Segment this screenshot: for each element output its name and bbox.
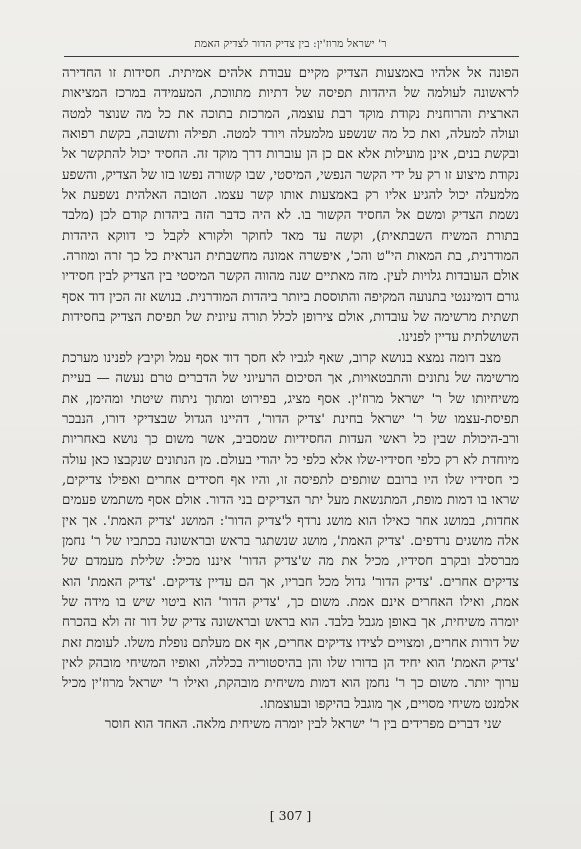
- header-rule: [64, 56, 519, 57]
- body-text: [62, 64, 519, 735]
- paragraph-2: מצב דומה נמצא בנושא קרוב, שאף לגביו לא חסך דוד אסף עמל וקיבץ לפנינו מערכת מרשימה של נתונים והתבטאויות, אך הסיכום הרעיוני של הדברים טרם נעשה — בעיית משיחיותו של ר' ישראל מרוז'ין. אסף מציג, בפירוט ומתוך ניתוח שיטתי ומהימן, את תפיסת-עצמו של ר' ישראל בחינת 'צדיק הדור', דהיינו הגדול שבצדיקי דורו, הנבכר ורב-היכולת שבין כל ראשי העדות החסידיות שמסביב, אשר משום כך נושא באחריות מיוחדת לא רק כלפי חסידיו-שלו אלא כלפי כל יהודי בעולם. מן הנתונים שנקבצו כאן עולה כי חסידיו שלו היו ברובם שותפים לתפיסה זו, והיו אף חסידים אחרים ואפילו צדיקים, שראו בו דמות מופת, המתנשאת מעל יתר הצדיקים בני הדור. אולם אסף משתמש פעמים אחדות, במושג אחר כאילו הוא מושג נרדף ל'צדיק הדור': המושג 'צדיק האמת'. אך אין אלה מושגים נרדפים. 'צדיק האמת', מושג שנשתגר בראש ובראשונה בכתביו של ר' נחמן מברסלב ובקרב חסידיו, מכיל את מה ש'צדיק הדור' איננו מכיל: שלילת מעמדם של צדיקים אחרים. 'צדיק הדור' גדול מכל חבריו, אך הם עדיין צדיקים. 'צדיק האמת' הוא אמת, ואילו האחרים אינם אמת. משום כך, 'צדיק הדור' הוא ביטוי שיש בו מידה של יומרה משיחית, אך באופן מגבל בלבד. הוא בראש ובראשונה צדיק של דור זה ולא בהכרח של דורות אחרים, ומצויים לצידו צדיקים אחרים, אף אם מעלתם נופלת משלו. לעומת זאת 'צדיק האמת' הוא יחיד הן בדורו שלו והן בהיסטוריה בכללה, ואופיו המשיחי מובהק לאין ערוך יותר. משום כך ר' נחמן הוא דמות משיחית מובהקת, ואילו ר' ישראל מרוז'ין מכיל אלמנט משיחי מסויים, אך מוגבל בהיקפו ובעוצמתו.: [62, 350, 519, 712]
- paragraph-1: הפונה אל אלהיו באמצעות הצדיק מקיים עבודת אלהים אמיתית. חסידות זו החדירה לראשונה לעולמה של היהדות תפיסה של דתיות מתווכת, המעמידה במרכז המציאות הארצית והרוחנית נקודת מוקד רבת עוצמה, המרכזת בתוכה את כל מה שנוצר למטה ועולה למעלה, ואת כל מה שנשפע מלמעלה ויורד למטה. תפילה ותשובה, בקשת רפואה ובקשת בנים, אינן מועילות אלא אם כן הן עוברות דרך מוקד זה. החסיד יכול להתקשר אל נקודת מיצוע זו רק על ידי הקשר הנפשי, המיסטי, שבו קשורה נפשו בזו של הצדיק, והשפע מלמעלה יכול להגיע אליו רק באמצעות אותו קשר עצמו. הטובה האלהית נשפעת אל נשמת הצדיק ומשם אל החסיד הקשור בו. לא היה כדבר הזה ביהדות קודם לכן (מלבד בתורת המשיח השבתאית), וקשה עד מאד לחוקר ולקורא לקבל כי דווקא היהדות המודרנית, בת המאות הי"ט והכ', איפשרה אמונה מחשבתית הנראית כל כך זרה ומוזרה. אולם העובדות גלויות לעין. מזה מאתיים שנה מהווה הקשר המיסטי בין הצדיק לבין חסידיו גורם דומיננטי בתנועה המקיפה והתוססת ביותר ביהדות המודרנית. בנושא זה הכין דוד אסף תשתית מרשימה של עובדות, אולם צירופן לכלל תורה עיונית של תפיסת הצדיק בחסידות השושלתית עדיין לפנינו.: [62, 66, 519, 346]
- paragraph-3: שני דברים מפרידים בין ר' ישראל לבין יומרה משיחית מלאה. האחד הוא חוסר: [104, 717, 501, 732]
- running-head: ר' ישראל מרוז'ין: בין צדיק הדור לצדיק האמת: [194, 38, 387, 50]
- page-number: [ 307 ]: [269, 808, 312, 823]
